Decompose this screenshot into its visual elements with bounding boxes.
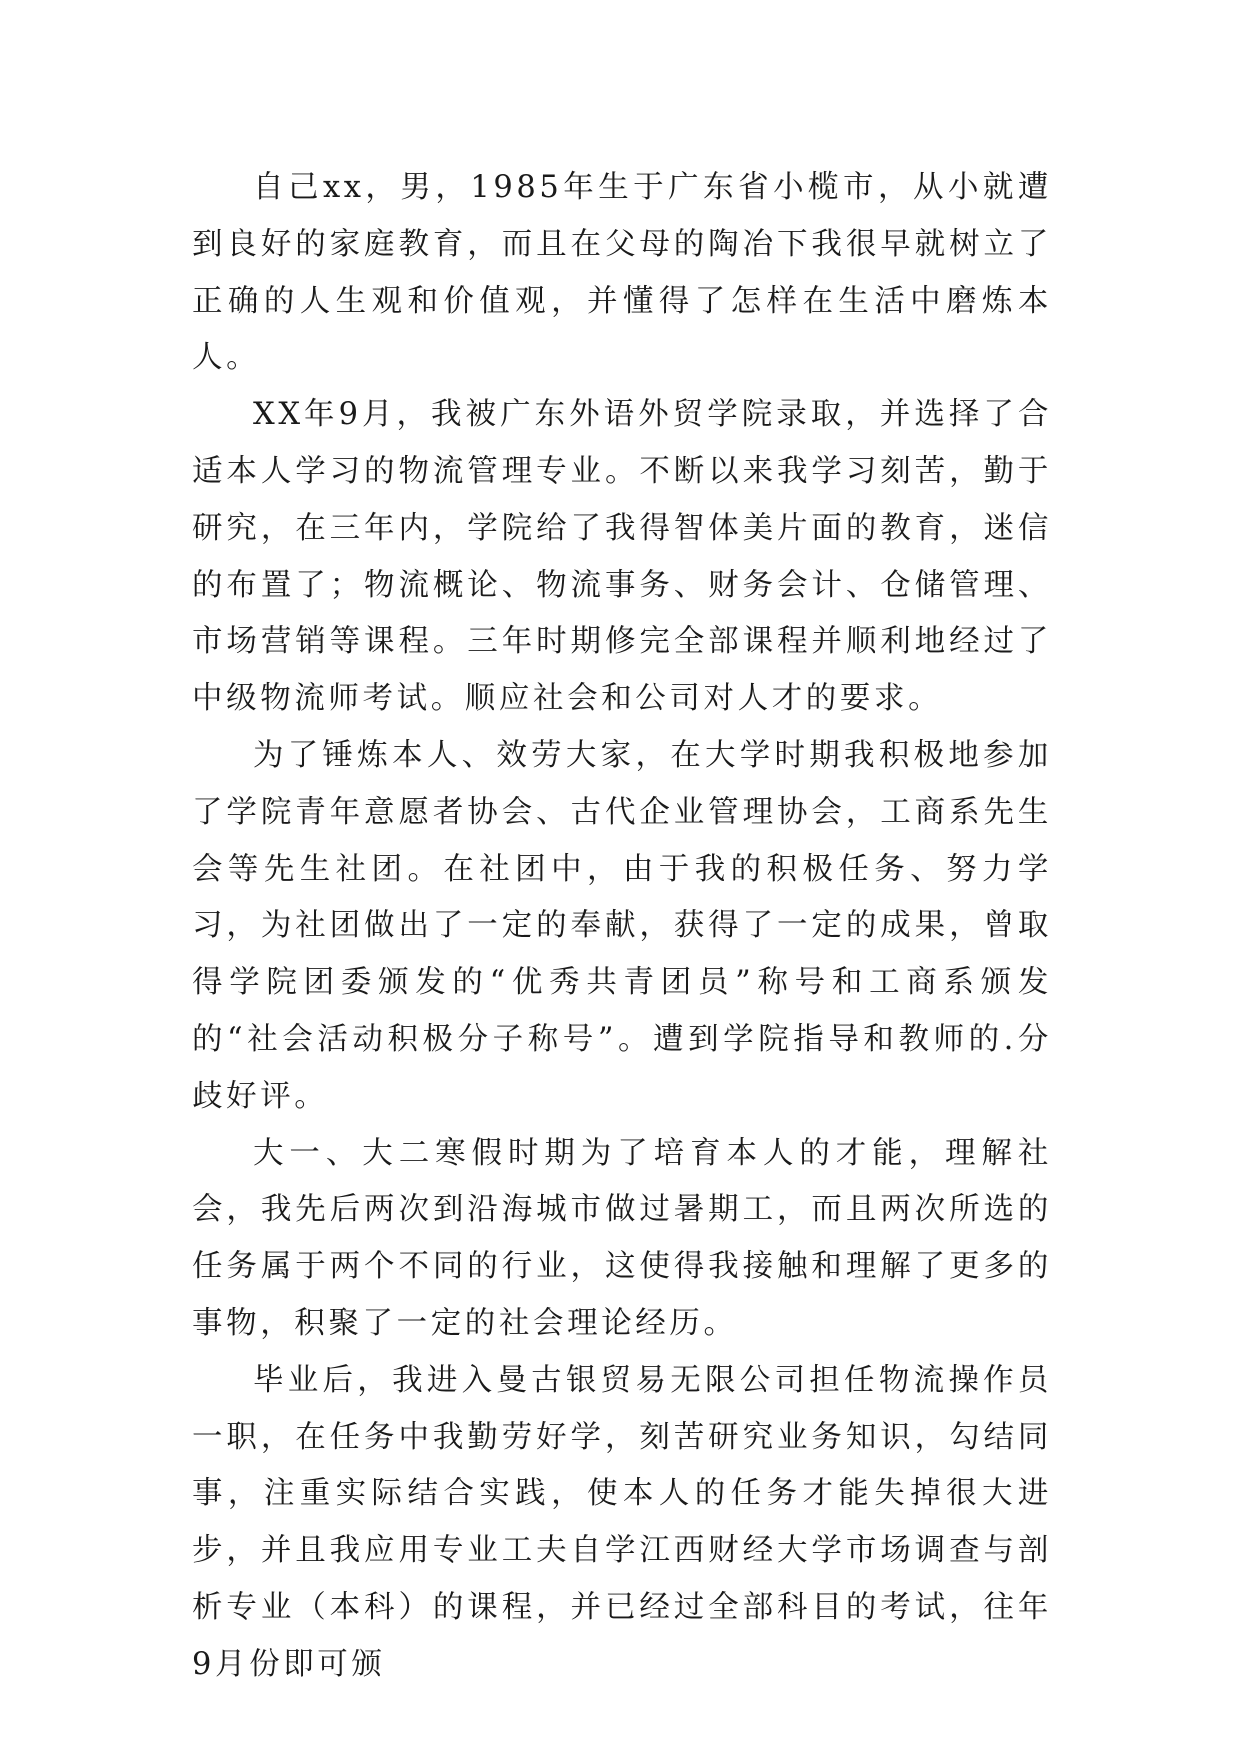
document-body [192, 160, 1052, 1694]
paragraph-3: 为了锤炼本人、效劳大家，在大学时期我积极地参加了学院青年意愿者协会、古代企业管理协会，工商系先生会等先生社团。在社团中，由于我的积极任务、努力学习，为社团做出了一定的奉献，获得了一定的成果，曾取得学院团委颁发的“优秀共青团员”称号和工商系颁发的“社会活动积极分子称号”。遭到学院指导和教师的.分歧好评。 [192, 737, 1052, 1114]
paragraph-4: 大一、大二寒假时期为了培育本人的才能，理解社会，我先后两次到沿海城市做过暑期工，而且两次所选的任务属于两个不同的行业，这使得我接触和理解了更多的事物，积聚了一定的社会理论经历。 [192, 1135, 1052, 1341]
paragraph-5: 毕业后，我进入曼古银贸易无限公司担任物流操作员一职，在任务中我勤劳好学，刻苦研究业务知识，勾结同事，注重实际结合实践，使本人的任务才能失掉很大进步，并且我应用专业工夫自学江西财经大学市场调查与剖析专业（本科）的课程，并已经过全部科目的考试，往年9月份即可颁 [192, 1362, 1052, 1682]
paragraph-2: XX年9月，我被广东外语外贸学院录取，并选择了合适本人学习的物流管理专业。不断以来我学习刻苦，勤于研究，在三年内，学院给了我得智体美片面的教育，迷信的布置了；物流概论、物流事务、财务会计、仓储管理、市场营销等课程。三年时期修完全部课程并顺利地经过了中级物流师考试。顺应社会和公司对人才的要求。 [192, 397, 1052, 717]
paragraph-1: 自己xx，男，1985年生于广东省小榄市，从小就遭到良好的家庭教育，而且在父母的陶冶下我很早就树立了正确的人生观和价值观，并懂得了怎样在生活中磨炼本人。 [192, 170, 1052, 376]
